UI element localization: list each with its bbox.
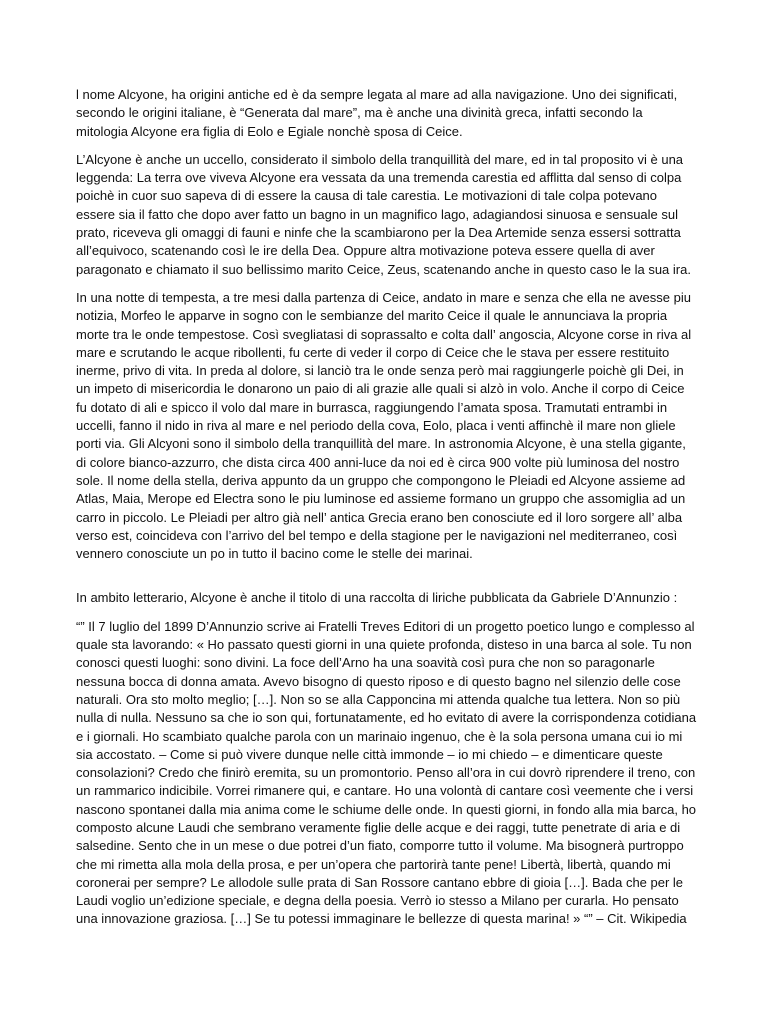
paragraph-storm-and-astronomy: In una notte di tempesta, a tre mesi dalla partenza di Ceice, andato in mare e senza che ella ne avesse piu notizia, Morfeo le apparve in sogno con le sembianze del marito Ceice il quale le annunciava la propria morte tra le onde tempestose. Così svegliatasi di soprassalto e colta dall’ angoscia, Alcyone corse in riva al mare e scrutando le acque ribollenti, fu certe di veder il corpo di Ceice che le stava per essere restituito inerme, privo di vita. In preda al dolore, si lanciò tra le onde senza però mai raggiungerle poichè gli Dei, in un impeto di misericordia le donarono un paio di ali grazie alle quali si alzò in volo. Anche il corpo di Ceice fu dotato di ali e spicco il volo dal mare in burrasca, raggiungendo l’amata sposa. Tramutati entrambi in uccelli, fanno il nido in riva al mare e nel periodo della cova, Eolo, placa i venti affinchè il mare non gliele porti via. Gli Alcyoni sono il simbolo della tranquillità del mare. In astronomia Alcyone, è una stella gigante, di colore bianco-azzurro, che dista circa 400 anni-luce da noi ed è circa 900 volte più luminosa del nostro sole. Il nome della stella, deriva appunto da un gruppo che compongono le Pleiadi ed Alcyone assieme ad Atlas, Maia, Merope ed Electra sono le piu luminose ed assieme formano un gruppo che assomiglia ad un carro in piccolo. Le Pleiadi per altro già nell’ antica Grecia erano ben conosciute ed il loro sorgere all’ alba verso est, coincideva con l’arrivo del bel tempo e della stagione per le navigazioni nel mediterraneo, così vennero conosciute un po in tutto il bacino come le stelle dei marinai. [76,289,692,562]
document-page [76,86,698,939]
paragraph-name-origin: l nome Alcyone, ha origini antiche ed è da sempre legata al mare ad alla navigazione. Uno dei significati, secondo le origini italiane, è “Generata dal mare”, ma è anche una divinità greca, infatti secondo la mitologia Alcyone era figlia di Eolo e Egiale nonchè sposa di Ceice. [76,87,678,139]
paragraph-literary: In ambito letterario, Alcyone è anche il titolo di una raccolta di liriche pubblicata da Gabriele D’Annunzio : [76,590,678,606]
paragraph-legend: L’Alcyone è anche un uccello, considerato il simbolo della tranquillità del mare, ed in tal proposito vi è una leggenda: La terra ove viveva Alcyone era vessata da una tremenda carestia ed afflitta dal senso di colpa poichè in cuor suo sapeva di di essere la causa di tale carestia. Le motivazioni di tale colpa potevano essere sia il fatto che dopo aver fatto un bagno in un magnifico lago, adagiandosi sinuosa e sensuale sul prato, riceveva gli omaggi di fauni e ninfe che la scambiarono per la Dea Artemide senza essersi sottratta all’equivoco, scatenando così le ire della Dea. Oppure altra motivazione poteva essere quella di aver paragonato e chiamato il suo bellissimo marito Ceice, Zeus, scatenando anche in questo caso le la sua ira. [76,151,691,277]
paragraph-dannunzio-quote: “” Il 7 luglio del 1899 D’Annunzio scrive ai Fratelli Treves Editori di un progetto poetico lungo e complesso al quale sta lavorando: « Ho passato questi giorni in una quiete profonda, disteso in una barca al sole. Tu non conosci questi luoghi: sono divini. La foce dell’Arno ha una soavità così pura che non so paragonarle nessuna bocca di donna amata. Avevo bisogno di questo riposo e di questo bagno nel silenzio delle cose naturali. Ora sto molto meglio; […]. Non so se alla Capponcina mi attenda qualche tua lettera. Non so più nulla di nulla. Nessuno sa che io son qui, fortunatamente, ed ho evitato di avere la corrispondenza cotidiana e i giornali. Ho scambiato qualche parola con un marinaio ingenuo, che è la sola persona umana cui io mi sia accostato. – Come si può vivere dunque nelle città immonde – io mi chiedo – e dimenticare queste consolazioni? Credo che finirò eremita, su un promontorio. Penso all’ora in cui dovrò riprendere il treno, con un rammarico indicibile. Vorrei rimanere qui, e cantare. Ho una volontà di cantare così veemente che i versi nascono spontanei dalla mia anima come le schiume delle onde. In questi giorni, in fondo alla mia barca, ho composto alcune Laudi che sembrano veramente figlie delle acque e dei raggi, tutte penetrate di aria e di salsedine. Sento che in un mese o due potrei d’un fiato, comporre tutto il volume. Ma bisognerà purtroppo che mi rimetta alla mola della prosa, e per un’opera che partorirà tante pene! Libertà, libertà, quando mi coronerai per sempre? Le allodole sulle prata di San Rossore cantano ebbre di gioia […]. Bada che per le Laudi voglio un’edizione speciale, e degna della poesia. Verrò io stesso a Milano per curarla. Ho pensato una innovazione graziosa. […] Se tu potessi immaginare le bellezze di questa marina! » “” – Cit. Wikipedia [76,618,697,927]
